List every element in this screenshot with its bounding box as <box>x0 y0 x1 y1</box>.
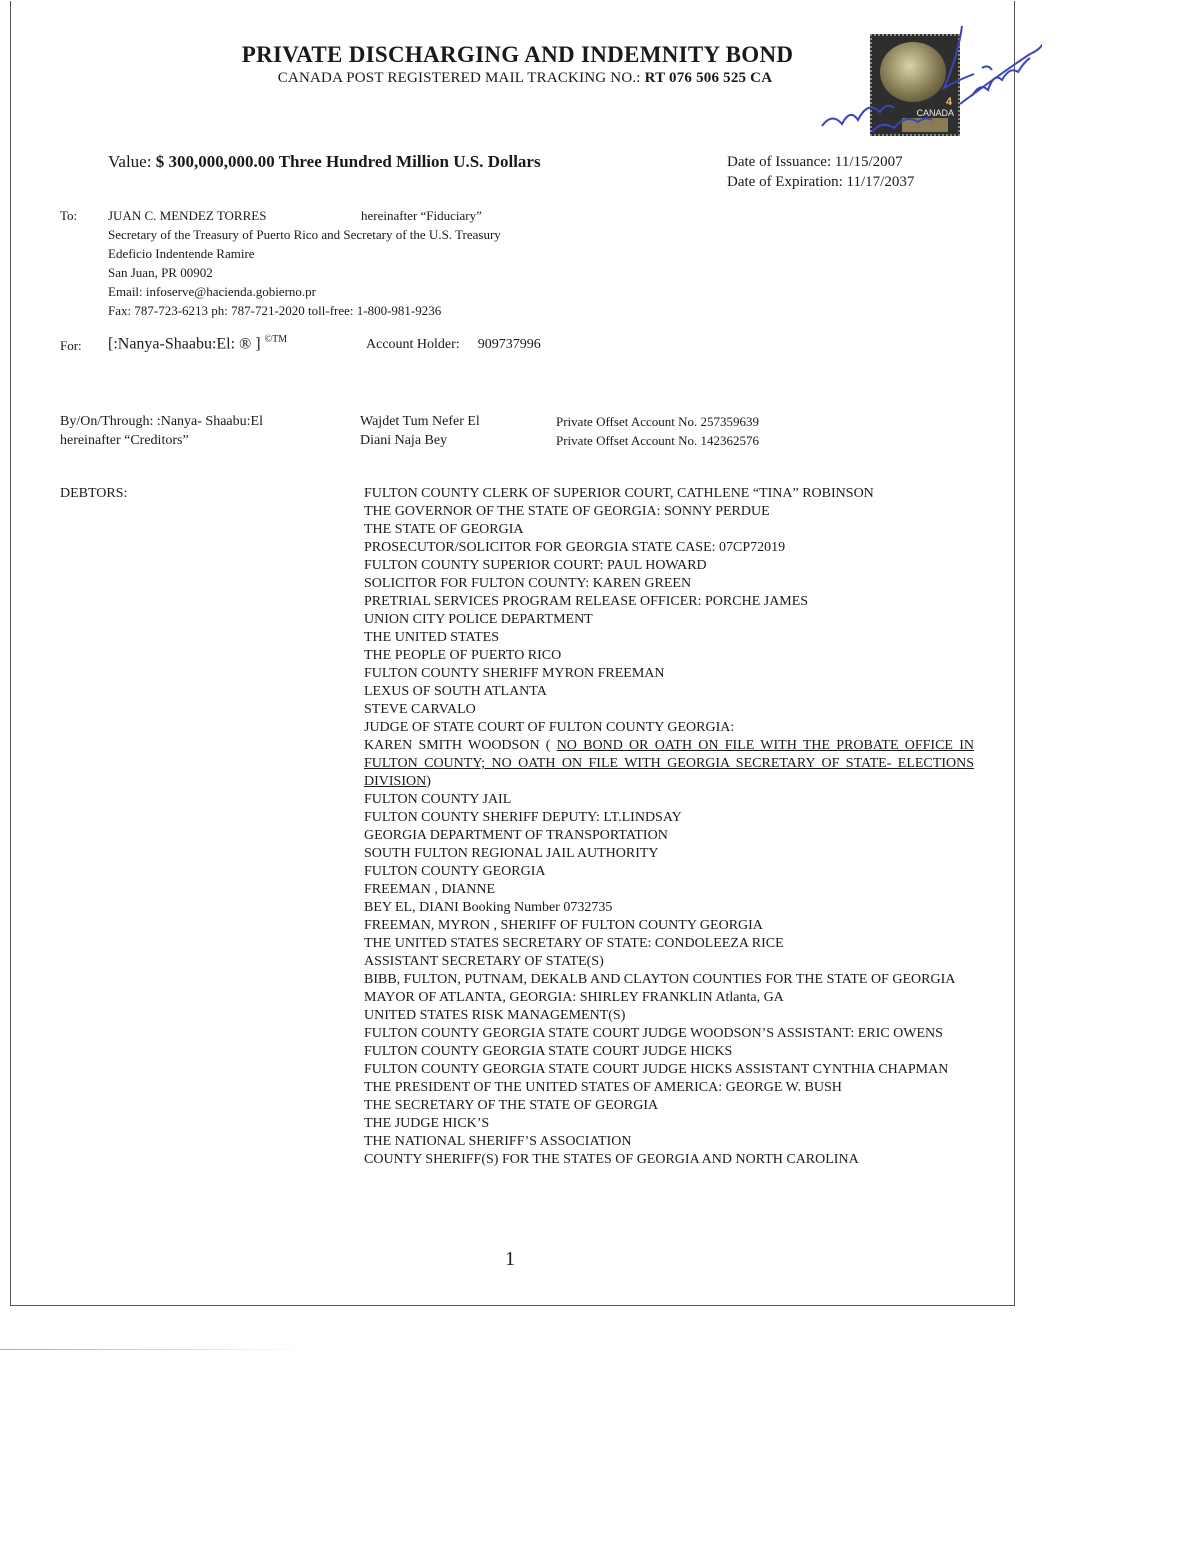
debtor-item: FULTON COUNTY GEORGIA STATE COURT JUDGE WOODSON’S ASSISTANT: ERIC OWENS <box>364 1026 943 1041</box>
debtor-item: MAYOR OF ATLANTA, GEORGIA: SHIRLEY FRANKLIN Atlanta, GA <box>364 990 784 1005</box>
debtor-item: BEY EL, DIANI Booking Number 0732735 <box>364 900 613 915</box>
debtor-item: THE GOVERNOR OF THE STATE OF GEORGIA: SONNY PERDUE <box>364 504 770 519</box>
debtor-item: FULTON COUNTY SUPERIOR COURT: PAUL HOWARD <box>364 558 707 573</box>
creditors-block <box>60 412 263 450</box>
debtor-item: STEVE CARVALO <box>364 702 476 717</box>
debtors-label: DEBTORS: <box>60 486 128 501</box>
page-number: 1 <box>505 1248 515 1270</box>
woodson-note: NO BOND OR OATH ON FILE WITH THE PROBATE OFFICE IN FULTON COUNTY; NO OATH ON FILE WITH GEORGIA SECRETARY OF STATE- ELECTIONS DIVISION <box>364 738 974 789</box>
creditor-accounts <box>556 412 759 450</box>
creditor-name: Diani Naja Bey <box>360 433 448 448</box>
expiration-date: Date of Expiration: 11/17/2037 <box>727 174 915 190</box>
value-prefix: Value: <box>108 152 156 171</box>
debtor-item: JUDGE OF STATE COURT OF FULTON COUNTY GEORGIA: <box>364 720 735 735</box>
debtor-item: THE PEOPLE OF PUERTO RICO <box>364 648 562 663</box>
bond-value <box>108 152 541 172</box>
debtor-item: THE PRESIDENT OF THE UNITED STATES OF AMERICA: GEORGE W. BUSH <box>364 1080 842 1095</box>
woodson-prefix: KAREN SMITH WOODSON ( <box>364 738 557 753</box>
value-amount: $ 300,000,000.00 Three Hundred Million U.S. Dollars <box>155 152 541 171</box>
debtor-item: UNITED STATES RISK MANAGEMENT(S) <box>364 1008 626 1023</box>
for-name <box>108 334 287 353</box>
tracking-number: RT 076 506 525 CA <box>644 70 773 86</box>
debtor-item: PRETRIAL SERVICES PROGRAM RELEASE OFFICER: PORCHE JAMES <box>364 594 809 609</box>
account-holder <box>366 337 541 353</box>
debtor-item: FREEMAN , DIANNE <box>364 882 496 897</box>
debtor-item: ASSISTANT SECRETARY OF STATE(S) <box>364 954 604 969</box>
for-label: For: <box>60 338 82 353</box>
fiduciary-name: JUAN C. MENDEZ TORRES <box>108 208 267 223</box>
fiduciary-block <box>108 206 501 320</box>
debtor-item: FULTON COUNTY SHERIFF MYRON FREEMAN <box>364 666 665 681</box>
debtor-item: LEXUS OF SOUTH ATLANTA <box>364 684 547 699</box>
account-number: 909737996 <box>477 337 541 352</box>
stamp-denomination: 4 <box>945 96 952 108</box>
debtor-item: THE UNITED STATES SECRETARY OF STATE: CONDOLEEZA RICE <box>364 936 784 951</box>
debtor-item: GEORGIA DEPARTMENT OF TRANSPORTATION <box>364 828 668 843</box>
fiduciary-role: hereinafter “Fiduciary” <box>361 208 482 223</box>
debtor-item: FREEMAN, MYRON , SHERIFF OF FULTON COUNTY GEORGIA <box>364 918 763 933</box>
debtor-item: COUNTY SHERIFF(S) FOR THE STATES OF GEORGIA AND NORTH CAROLINA <box>364 1152 859 1167</box>
handwritten-signature <box>812 8 1042 138</box>
debtor-item: THE NATIONAL SHERIFF’S ASSOCIATION <box>364 1134 632 1149</box>
creditor-names <box>360 412 480 450</box>
stamp-country: CANADA <box>916 108 954 118</box>
fiduciary-phone: Fax: 787-723-6213 ph: 787-721-2020 toll-free: 1-800-981-9236 <box>108 303 442 318</box>
debtor-item: THE UNITED STATES <box>364 630 499 645</box>
creditor-account: Private Offset Account No. 257359639 <box>556 414 760 429</box>
debtor-item: FULTON COUNTY GEORGIA <box>364 864 546 879</box>
fiduciary-email: Email: infoserve@hacienda.gobierno.pr <box>108 284 316 299</box>
holder-mark: ©TM <box>264 334 288 345</box>
creditors-hereinafter: hereinafter “Creditors” <box>60 433 189 448</box>
debtor-item: FULTON COUNTY GEORGIA STATE COURT JUDGE HICKS <box>364 1044 733 1059</box>
issuance-date: Date of Issuance: 11/15/2007 <box>727 154 903 170</box>
debtor-item: FULTON COUNTY SHERIFF DEPUTY: LT.LINDSAY <box>364 810 682 825</box>
debtor-item: THE STATE OF GEORGIA <box>364 522 524 537</box>
debtor-item: FULTON COUNTY CLERK OF SUPERIOR COURT, CATHLENE “TINA” ROBINSON <box>364 486 874 501</box>
debtor-item: FULTON COUNTY GEORGIA STATE COURT JUDGE HICKS ASSISTANT CYNTHIA CHAPMAN <box>364 1062 949 1077</box>
tracking-prefix: CANADA POST REGISTERED MAIL TRACKING NO.: <box>277 70 645 86</box>
creditor-name: Wajdet Tum Nefer El <box>360 414 480 429</box>
holder-name: [:Nanya-Shaabu:El: ® ] <box>108 335 261 353</box>
debtor-item-woodson <box>364 737 974 791</box>
debtor-item: UNION CITY POLICE DEPARTMENT <box>364 612 593 627</box>
woodson-suffix: ) <box>426 774 431 789</box>
debtor-item: FULTON COUNTY JAIL <box>364 792 512 807</box>
fiduciary-title: Secretary of the Treasury of Puerto Rico and Secretary of the U.S. Treasury <box>108 227 501 242</box>
debtor-item: BIBB, FULTON, PUTNAM, DEKALB AND CLAYTON COUNTIES FOR THE STATE OF GEORGIA <box>364 972 956 987</box>
debtor-item: PROSECUTOR/SOLICITOR FOR GEORGIA STATE CASE: 07CP72019 <box>364 540 786 555</box>
document-title: PRIVATE DISCHARGING AND INDEMNITY BOND <box>241 42 794 67</box>
fiduciary-city: San Juan, PR 00902 <box>108 265 213 280</box>
scan-artifact-line <box>0 1349 310 1350</box>
creditors-through: By/On/Through: :Nanya- Shaabu:El <box>60 414 263 429</box>
debtor-item: SOUTH FULTON REGIONAL JAIL AUTHORITY <box>364 846 659 861</box>
bond-dates <box>727 152 914 192</box>
account-label: Account Holder: <box>366 337 460 352</box>
debtor-item: THE JUDGE HICK’S <box>364 1116 490 1131</box>
debtor-item: SOLICITOR FOR FULTON COUNTY: KAREN GREEN <box>364 576 692 591</box>
to-label: To: <box>60 208 78 223</box>
debtor-item: THE SECRETARY OF THE STATE OF GEORGIA <box>364 1098 659 1113</box>
debtors-list <box>364 485 974 1169</box>
creditor-account: Private Offset Account No. 142362576 <box>556 433 760 448</box>
fiduciary-building: Edeficio Indentende Ramire <box>108 246 255 261</box>
